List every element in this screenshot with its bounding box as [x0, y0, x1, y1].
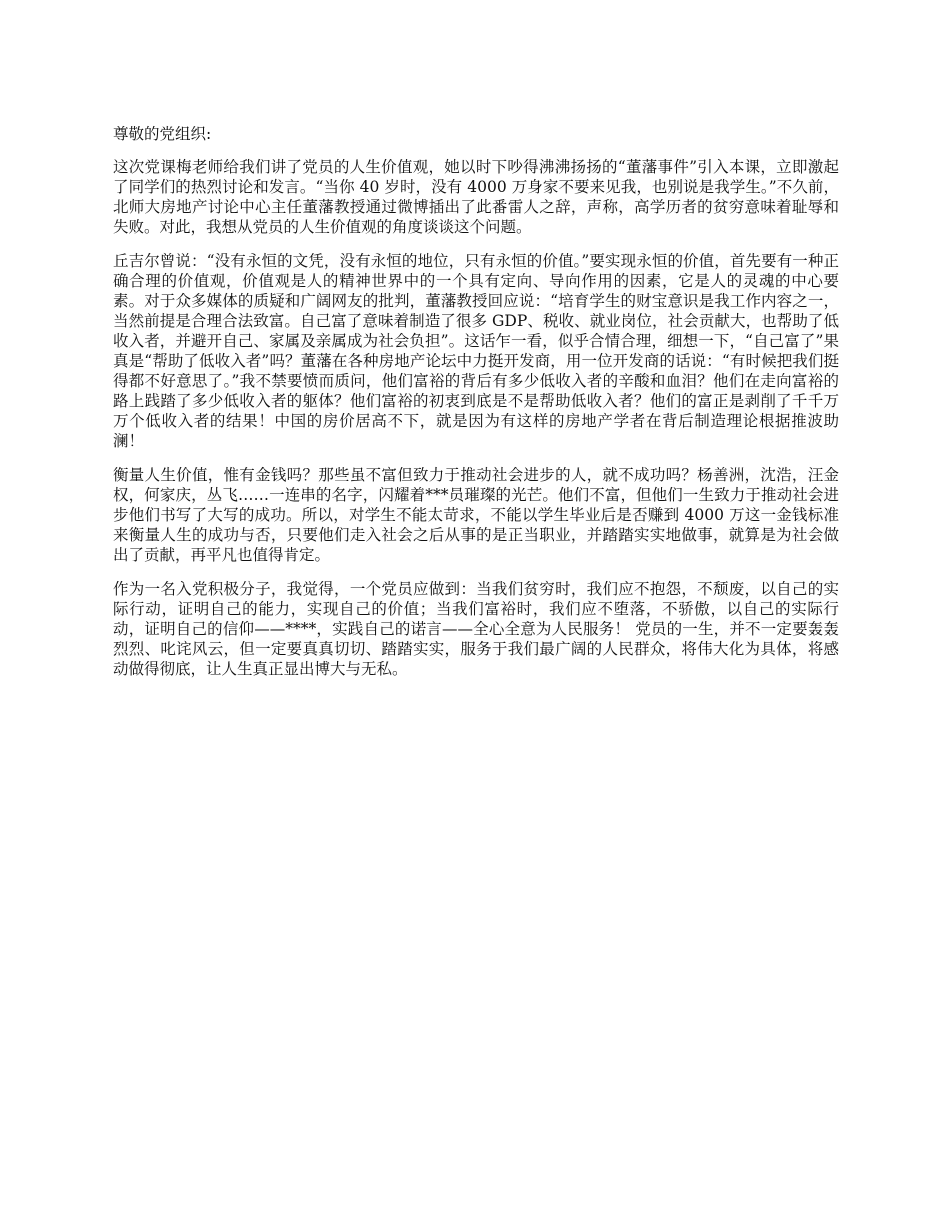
paragraph-1: 这次党课梅老师给我们讲了党员的人生价值观，她以时下吵得沸沸扬扬的“董藩事件”引入本课，立即激起了同学们的热烈讨论和发言。“当你 40 岁时，没有 4000 万身家不要来见我，也别说是我学生。”不久前，北师大房地产讨论中心主任董藩教授通过微博插出了此番雷人之辞，声称，高学历者的贫穷意味着耻辱和失败。对此，我想从党员的人生价值观的角度谈谈这个问题。	[113, 158, 839, 236]
salutation: 尊敬的党组织:	[113, 125, 212, 143]
paragraph-4: 作为一名入党积极分子，我觉得，一个党员应做到：当我们贫穷时，我们应不抱怨，不颓废，以自己的实际行动，证明自己的能力，实现自己的价值；当我们富裕时，我们应不堕落，不骄傲，以自己的实际行动，证明自己的信仰——****，实践自己的诺言——全心全意为人民服务！ 党员的一生，并不一定要轰轰烈烈、叱诧风云，但一定要真真切切、踏踏实实，服务于我们最广阔的人民群众，将伟大化为具体，将感动做得彻底，让人生真正显出博大与无私。	[113, 580, 839, 678]
paragraph-3: 衡量人生价值，惟有金钱吗？那些虽不富但致力于推动社会进步的人，就不成功吗？杨善洲，沈浩，汪金权，何家庆，丛飞……一连串的名字，闪耀着***员璀璨的光芒。他们不富，但他们一生致力于推动社会进步他们书写了大写的成功。所以，对学生不能太苛求，不能以学生毕业后是否赚到 4000 万这一金钱标准来衡量人生的成功与否，只要他们走入社会之后从事的是正当职业，并踏踏实实地做事，就算是为社会做出了贡献，再平凡也值得肯定。	[113, 466, 839, 564]
document-body	[113, 124, 839, 693]
paragraph-2: 丘吉尔曾说：“没有永恒的文凭，没有永恒的地位，只有永恒的价值。”要实现永恒的价值，首先要有一种正确合理的价值观，价值观是人的精神世界中的一个具有定向、导向作用的因素，它是人的灵魂的中心要素。对于众多媒体的质疑和广阔网友的批判，董藩教授回应说：“培育学生的财宝意识是我工作内容之一，当然前提是合理合法致富。自己富了意味着制造了很多 GDP、税收、就业岗位，社会贡献大，也帮助了低收入者，并避开自己、家属及亲属成为社会负担”。这话乍一看，似乎合情合理，细想一下，“自己富了”果真是“帮助了低收入者”吗？董藩在各种房地产论坛中力挺开发商，用一位开发商的话说：“有时候把我们挺得都不好意思了。”我不禁要愤而质问，他们富裕的背后有多少低收入者的辛酸和血泪？他们在走向富裕的路上践踏了多少低收入者的躯体？他们富裕的初衷到底是不是帮助低收入者？他们的富正是剥削了千千万万个低收入者的结果！中国的房价居高不下，就是因为有这样的房地产学者在背后制造理论根据推波助澜！	[113, 252, 839, 450]
